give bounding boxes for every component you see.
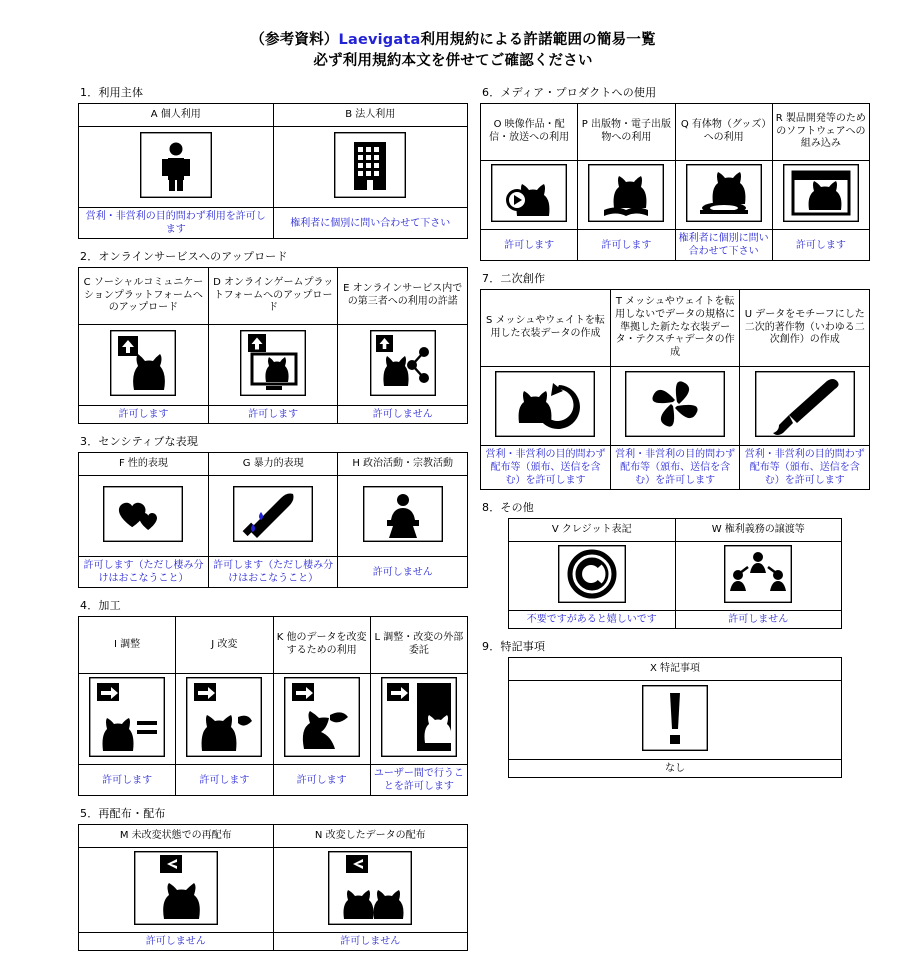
distribute-modified-cat-icon: [328, 851, 412, 925]
cell-code-W: W 権利義務の譲渡等: [675, 519, 842, 542]
cell-perm-V: 不要ですがあると嬉しいです: [509, 611, 676, 629]
section-7-heading: 7．二次創作: [482, 272, 546, 286]
section-2: [78, 248, 468, 424]
cell-art-A: [79, 127, 274, 208]
section-8: [480, 499, 870, 629]
cell-art-L: [370, 674, 467, 765]
cell-code-F: F 性的表現: [79, 453, 209, 476]
cell-perm-P: 許可します: [578, 230, 675, 261]
cell-perm-U: 営利・非営利の目的問わず配布等（頒布、送信を含む）を許可します: [740, 446, 870, 490]
title-line-1: [0, 30, 906, 51]
cell-perm-O: 許可します: [481, 230, 578, 261]
podium-speaker-icon: [363, 486, 443, 542]
mesh-reuse-cat-icon: [495, 371, 595, 437]
cell-art-Q: [675, 161, 772, 230]
cell-art-W: [675, 542, 842, 611]
software-window-cat-icon: [783, 164, 859, 222]
cell-art-B: [273, 127, 468, 208]
cell-code-O: O 映像作品・配信・放送への利用: [481, 104, 578, 161]
building-icon: [334, 132, 406, 198]
transfer-rights-icon: [724, 545, 792, 603]
left-column: [78, 84, 468, 960]
book-cat-icon: [588, 164, 664, 222]
cell-code-H: H 政治活動・宗教活動: [338, 453, 468, 476]
cell-art-J: [176, 674, 273, 765]
cell-perm-E: 許可しません: [338, 406, 468, 424]
cell-code-U: U データをモチーフにした二次的著作物（いわゆる二次創作）の作成: [740, 290, 870, 367]
section-8-heading: 8．その他: [482, 501, 534, 515]
title-prefix: （参考資料）: [250, 32, 339, 48]
cell-perm-H: 許可しません: [338, 557, 468, 588]
section-2-heading: 2．オンラインサービスへのアップロード: [80, 250, 288, 264]
cell-art-T: [610, 367, 740, 446]
video-play-cat-icon: [491, 164, 567, 222]
cell-art-E: [338, 325, 468, 406]
cell-perm-T: 営利・非営利の目的問わず配布等（頒布、送信を含む）を許可します: [610, 446, 740, 490]
cell-art-H: [338, 476, 468, 557]
cell-art-C: [79, 325, 209, 406]
cell-code-S: S メッシュやウェイトを転用した衣装データの作成: [481, 290, 611, 367]
cell-art-U: [740, 367, 870, 446]
paintbrush-icon: [755, 371, 855, 437]
cell-perm-G: 許可します（ただし棲み分けはおこなうこと）: [208, 557, 338, 588]
cell-perm-M: 許可しません: [79, 933, 274, 951]
cell-perm-Q: 権利者に個別に問い合わせて下さい: [675, 230, 772, 261]
section-6-heading: 6．メディア・プロダクトへの使用: [482, 86, 657, 100]
document-title: [0, 0, 906, 72]
cell-perm-N: 許可しません: [273, 933, 468, 951]
cell-art-F: [79, 476, 209, 557]
section-5: [78, 805, 468, 951]
modify-cat-icon: [186, 677, 262, 757]
other-data-cat-icon: [284, 677, 360, 757]
right-column: [480, 84, 870, 960]
section-1-heading: 1．利用主体: [80, 86, 144, 100]
section-4: [78, 597, 468, 796]
section-5-heading: 5．再配布・配布: [80, 807, 166, 821]
section-8-table: [508, 518, 842, 629]
cell-code-T: T メッシュやウェイトを転用しないでデータの規格に準拠した新たな衣装データ・テクスチャデータの作成: [610, 290, 740, 367]
section-7-table: [480, 289, 870, 490]
cell-perm-B: 権利者に個別に問い合わせて下さい: [273, 208, 468, 239]
redistribute-cat-icon: [134, 851, 218, 925]
cell-perm-X: なし: [509, 760, 842, 778]
adjust-cat-icon: [89, 677, 165, 757]
cell-code-V: V クレジット表記: [509, 519, 676, 542]
cell-art-I: [79, 674, 176, 765]
section-6: [480, 84, 870, 261]
cell-art-P: [578, 161, 675, 230]
upload-cat-icon: [110, 330, 176, 396]
cell-art-X: [509, 681, 842, 760]
cell-code-B: B 法人利用: [273, 104, 468, 127]
cell-perm-S: 営利・非営利の目的問わず配布等（頒布、送信を含む）を許可します: [481, 446, 611, 490]
cell-perm-J: 許可します: [176, 765, 273, 796]
cell-art-D: [208, 325, 338, 406]
section-5-table: [78, 824, 468, 951]
upload-monitor-cat-icon: [240, 330, 306, 396]
section-7: [480, 270, 870, 490]
exclamation-icon: [642, 685, 708, 751]
cell-code-D: D オンラインゲームプラットフォームへのアップロード: [208, 268, 338, 325]
cell-code-G: G 暴力的表現: [208, 453, 338, 476]
cell-perm-C: 許可します: [79, 406, 209, 424]
cell-code-X: X 特記事項: [509, 658, 842, 681]
cell-code-A: A 個人利用: [79, 104, 274, 127]
share-cat-icon: [370, 330, 436, 396]
copyright-icon: [558, 545, 626, 603]
cell-code-K: K 他のデータを改変するための利用: [273, 617, 370, 674]
cell-code-C: C ソーシャルコミュニケーションプラットフォームへのアップロード: [79, 268, 209, 325]
cell-code-M: M 未改変状態での再配布: [79, 825, 274, 848]
section-1: [78, 84, 468, 239]
cell-art-N: [273, 848, 468, 933]
outsource-cat-icon: [381, 677, 457, 757]
title-suffix: 利用規約による許諾範囲の簡易一覧: [420, 32, 656, 48]
cell-code-R: R 製品開発等のためのソフトウェアへの組み込み: [772, 104, 869, 161]
cell-perm-F: 許可します（ただし棲み分けはおこなうこと）: [79, 557, 209, 588]
person-icon: [140, 132, 212, 198]
cell-art-M: [79, 848, 274, 933]
hearts-icon: [103, 486, 183, 542]
cell-perm-W: 許可しません: [675, 611, 842, 629]
section-3: [78, 433, 468, 588]
cell-code-N: N 改変したデータの配布: [273, 825, 468, 848]
content-columns: [0, 72, 906, 960]
cell-code-E: E オンラインサービス内での第三者への利用の許諾: [338, 268, 468, 325]
cell-art-S: [481, 367, 611, 446]
section-9-table: [508, 657, 842, 778]
goods-cat-icon: [686, 164, 762, 222]
cell-art-V: [509, 542, 676, 611]
cell-code-Q: Q 有体物（グッズ）への利用: [675, 104, 772, 161]
section-4-table: [78, 616, 468, 796]
cell-art-K: [273, 674, 370, 765]
cell-perm-K: 許可します: [273, 765, 370, 796]
cell-code-I: I 調整: [79, 617, 176, 674]
section-1-table: [78, 103, 468, 239]
section-9-heading: 9．特記事項: [482, 640, 546, 654]
section-3-table: [78, 452, 468, 588]
section-4-heading: 4．加工: [80, 599, 121, 613]
cell-perm-R: 許可します: [772, 230, 869, 261]
cell-code-P: P 出版物・電子出版物への利用: [578, 104, 675, 161]
section-2-table: [78, 267, 468, 424]
cell-perm-I: 許可します: [79, 765, 176, 796]
cell-perm-A: 営利・非営利の目的問わず利用を許可します: [79, 208, 274, 239]
section-6-table: [480, 103, 870, 261]
new-costume-data-icon: [625, 371, 725, 437]
cell-code-L: L 調整・改変の外部委託: [370, 617, 467, 674]
cell-perm-D: 許可します: [208, 406, 338, 424]
cell-art-O: [481, 161, 578, 230]
cell-art-R: [772, 161, 869, 230]
cell-code-J: J 改変: [176, 617, 273, 674]
title-brand: Laevigata: [338, 32, 421, 48]
section-3-heading: 3．センシティブな表現: [80, 435, 199, 449]
cell-art-G: [208, 476, 338, 557]
cell-perm-L: ユーザー間で行うことを許可します: [370, 765, 467, 796]
title-line-2: 必ず利用規約本文を併せてご確認ください: [313, 53, 593, 70]
knife-icon: [233, 486, 313, 542]
section-9: [480, 638, 870, 778]
